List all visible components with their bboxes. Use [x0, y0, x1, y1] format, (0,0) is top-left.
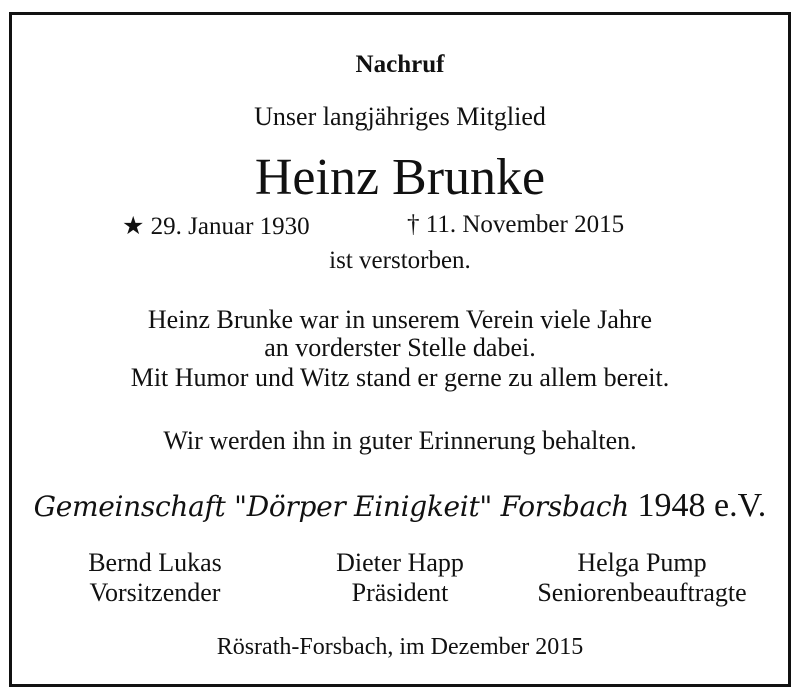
club-name-line [12, 487, 788, 525]
death-date: † 11. November 2015 [407, 211, 625, 238]
place-date: Rösrath-Forsbach, im Dezember 2015 [216, 634, 584, 660]
signatory-name: Helga Pump [577, 548, 707, 577]
signatory-3 [517, 548, 767, 608]
notice-subtitle: Unser langjähriges Mitglied [254, 102, 546, 131]
signatory-name: Dieter Happ [336, 548, 464, 577]
body-line-2: an vorderster Stelle dabei. [264, 333, 536, 362]
closing-line: Wir werden ihn in guter Erinnerung behalten. [163, 426, 637, 455]
body-line-1: Heinz Brunke war in unserem Verein viele Jahre [147, 305, 653, 334]
signatory-2 [275, 548, 525, 608]
birth-date: ★ 29. Januar 1930 [122, 213, 310, 240]
signatory-name: Bernd Lukas [88, 548, 222, 577]
signatory-role: Präsident [351, 578, 449, 607]
obituary-notice [9, 12, 791, 687]
club-suffix: 1948 e.V. [637, 487, 767, 524]
signatory-role: Seniorenbeauftragte [537, 578, 747, 607]
body-line-3: Mit Humor und Witz stand er gerne zu allem bereit. [130, 363, 670, 392]
deceased-name: Heinz Brunke [254, 149, 546, 206]
club-name: Gemeinschaft "Dörper Einigkeit" Forsbach [33, 490, 630, 523]
deceased-text: ist verstorben. [329, 247, 471, 274]
signatory-1 [30, 548, 280, 608]
notice-title: Nachruf [355, 51, 445, 78]
signatory-role: Vorsitzender [89, 578, 221, 607]
